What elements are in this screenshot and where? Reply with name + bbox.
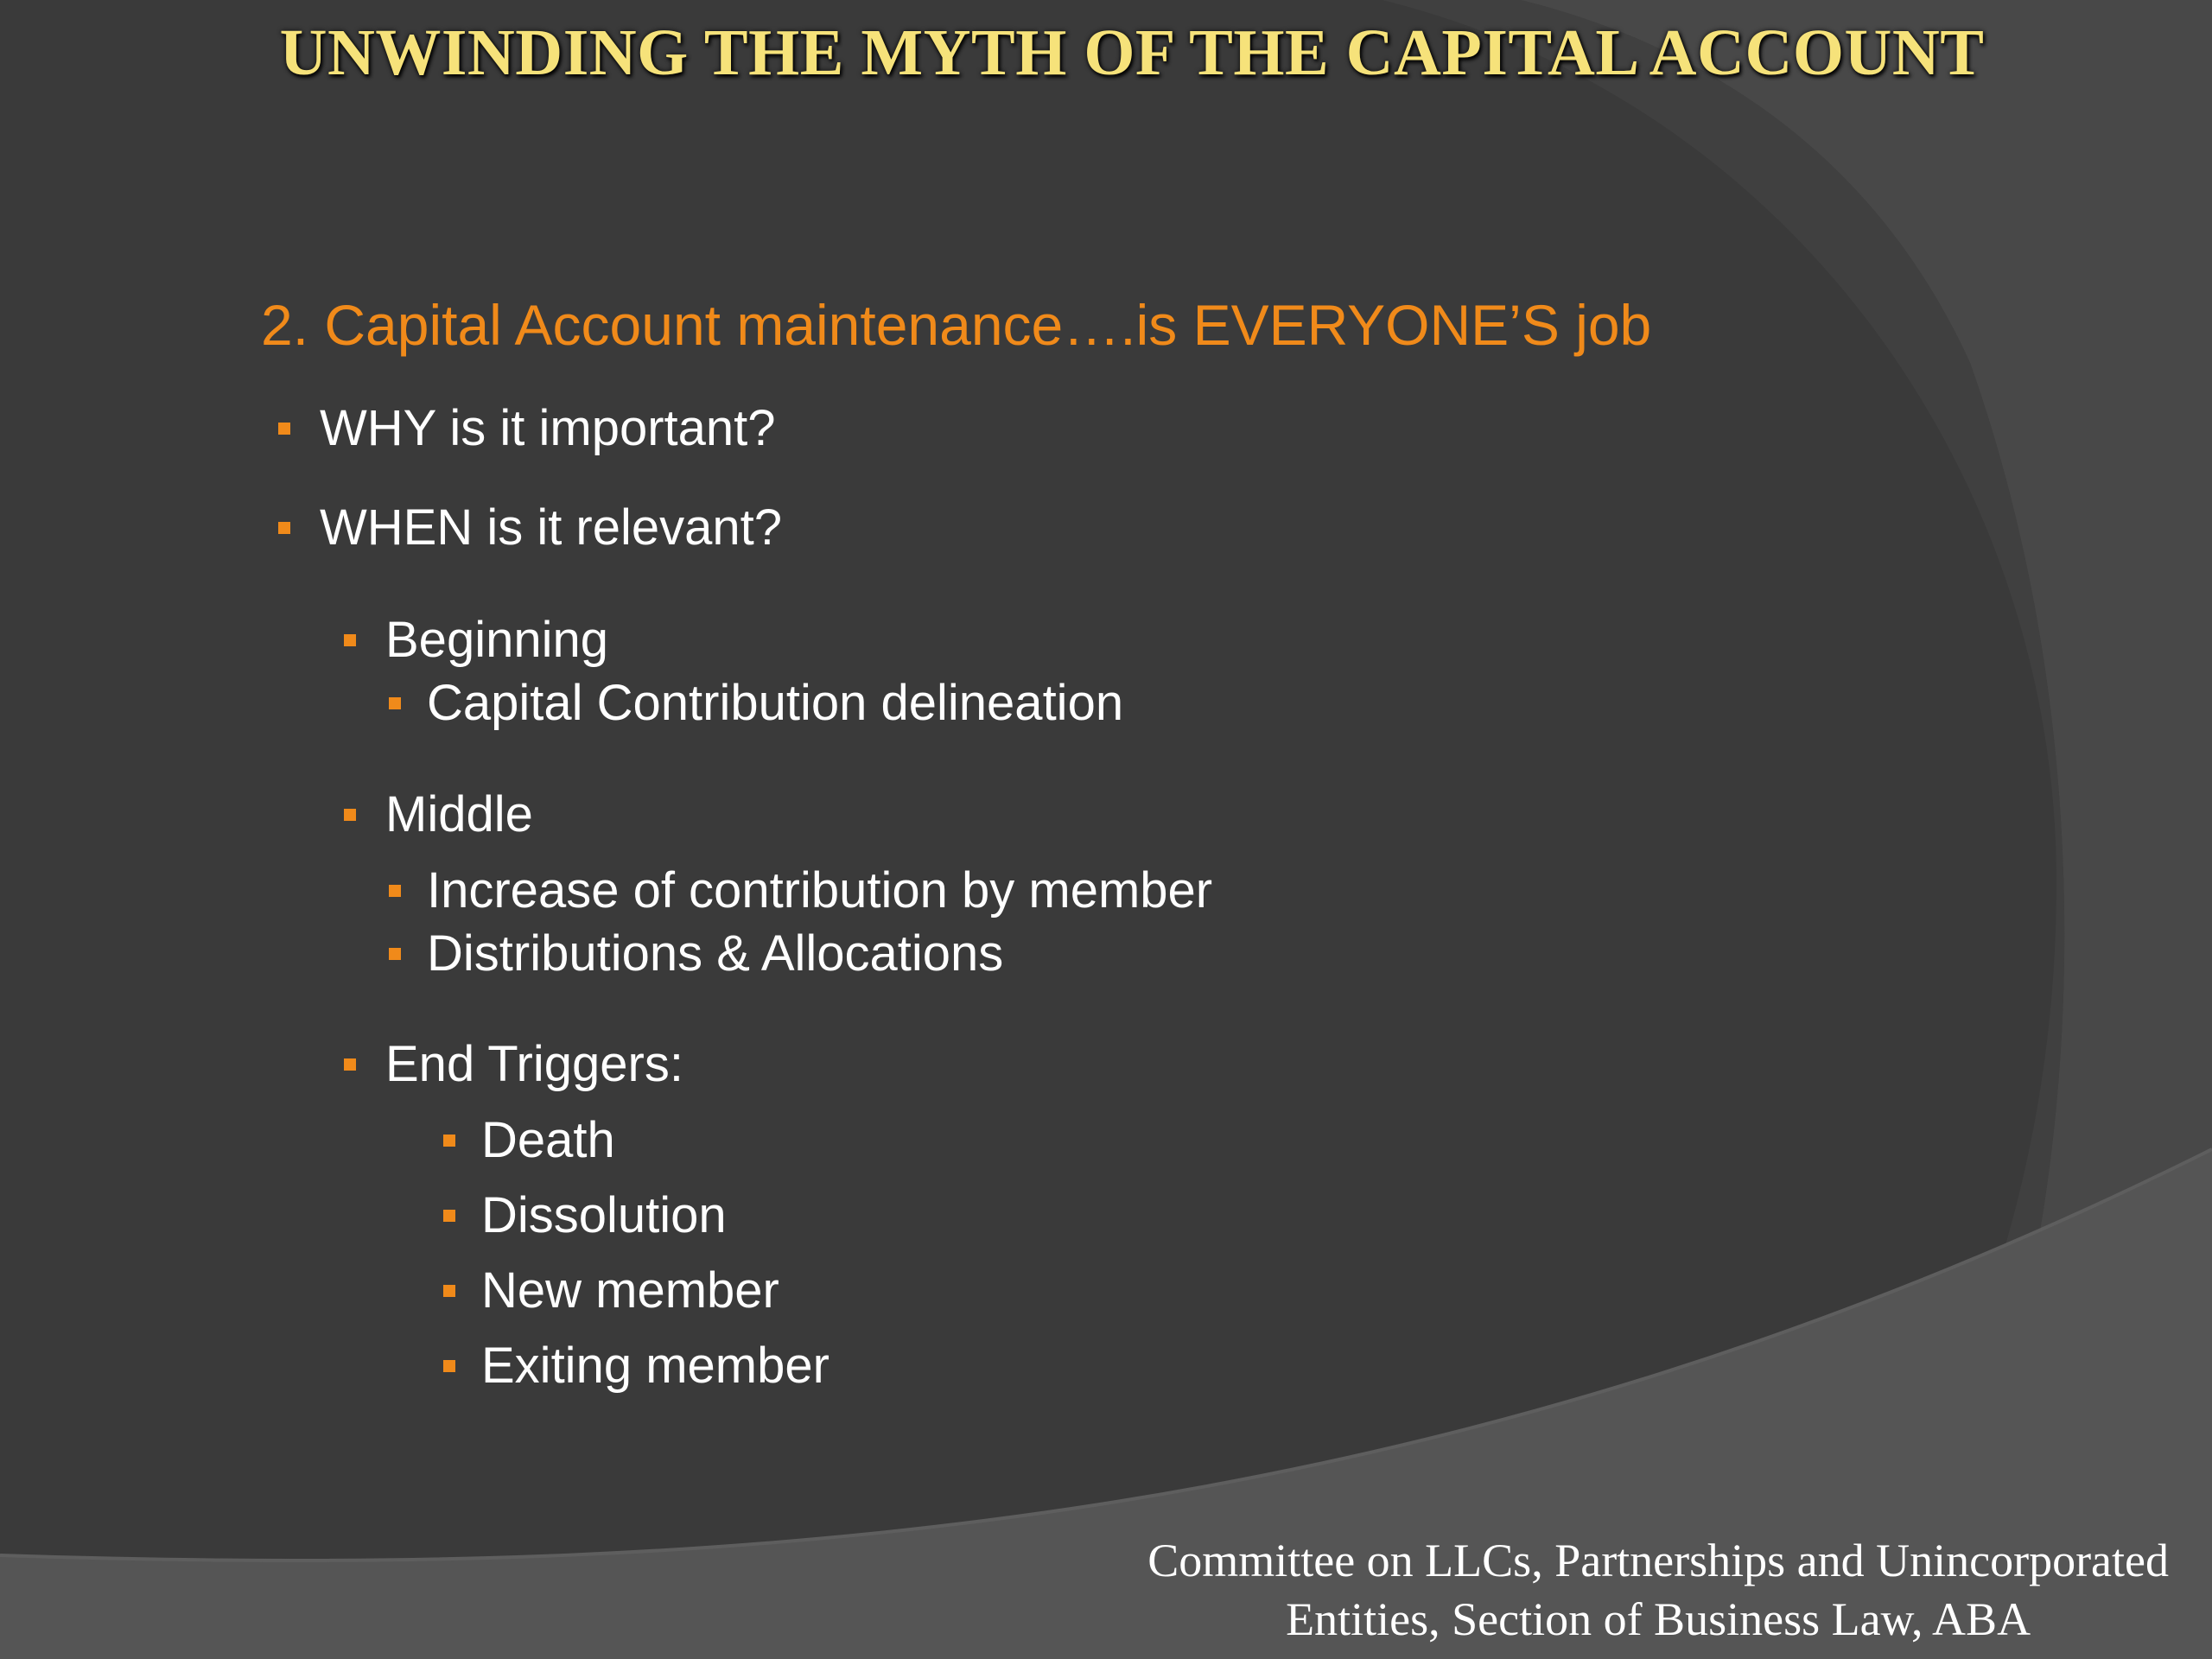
bullet-new-member xyxy=(443,1262,779,1319)
bullet-exiting-member xyxy=(443,1337,830,1395)
orange-square-bullet-icon xyxy=(443,1210,455,1222)
bullet-why xyxy=(278,399,776,457)
orange-square-bullet-icon xyxy=(389,948,401,960)
footer-line-1: Committee on LLCs, Partnerships and Unincorporated xyxy=(1147,1535,2169,1586)
bullet-death-text: Death xyxy=(481,1112,615,1168)
footer-attribution xyxy=(1147,1531,2169,1649)
bullet-when xyxy=(278,499,782,556)
orange-square-bullet-icon xyxy=(344,1058,356,1071)
bullet-middle-text: Middle xyxy=(385,786,533,842)
orange-square-bullet-icon xyxy=(278,423,290,435)
bullet-middle xyxy=(344,785,533,843)
bullet-when-text: WHEN is it relevant? xyxy=(320,499,783,556)
bullet-exiting-member-text: Exiting member xyxy=(481,1338,830,1394)
section-heading: 2. Capital Account maintenance….is EVERYONE’S job xyxy=(261,293,1652,357)
orange-square-bullet-icon xyxy=(344,809,356,821)
bullet-increase-contribution xyxy=(389,861,1212,919)
orange-square-bullet-icon xyxy=(278,522,290,534)
slide-title: UNWINDING THE MYTH OF THE CAPITAL ACCOUNT xyxy=(279,16,1985,89)
bullet-end-triggers xyxy=(344,1035,683,1093)
bullet-distributions-text: Distributions & Allocations xyxy=(427,925,1004,982)
bullet-dissolution-text: Dissolution xyxy=(481,1187,727,1243)
orange-square-bullet-icon xyxy=(389,885,401,897)
bullet-new-member-text: New member xyxy=(481,1262,779,1319)
bullet-why-text: WHY is it important? xyxy=(320,400,776,456)
orange-square-bullet-icon xyxy=(443,1135,455,1147)
orange-square-bullet-icon xyxy=(443,1285,455,1297)
bullet-distributions xyxy=(389,925,1003,982)
footer-line-2: Entities, Section of Business Law, ABA xyxy=(1286,1593,2031,1645)
orange-square-bullet-icon xyxy=(443,1360,455,1372)
bullet-beginning-text: Beginning xyxy=(385,612,608,668)
bullet-dissolution xyxy=(443,1186,727,1244)
bullet-capital-contribution-text: Capital Contribution delineation xyxy=(427,675,1124,731)
bullet-increase-contribution-text: Increase of contribution by member xyxy=(427,862,1213,918)
orange-square-bullet-icon xyxy=(389,697,401,709)
orange-square-bullet-icon xyxy=(344,634,356,646)
bullet-death xyxy=(443,1111,615,1169)
bullet-capital-contribution xyxy=(389,674,1123,732)
bullet-end-triggers-text: End Triggers: xyxy=(385,1036,683,1092)
bullet-beginning xyxy=(344,611,608,669)
